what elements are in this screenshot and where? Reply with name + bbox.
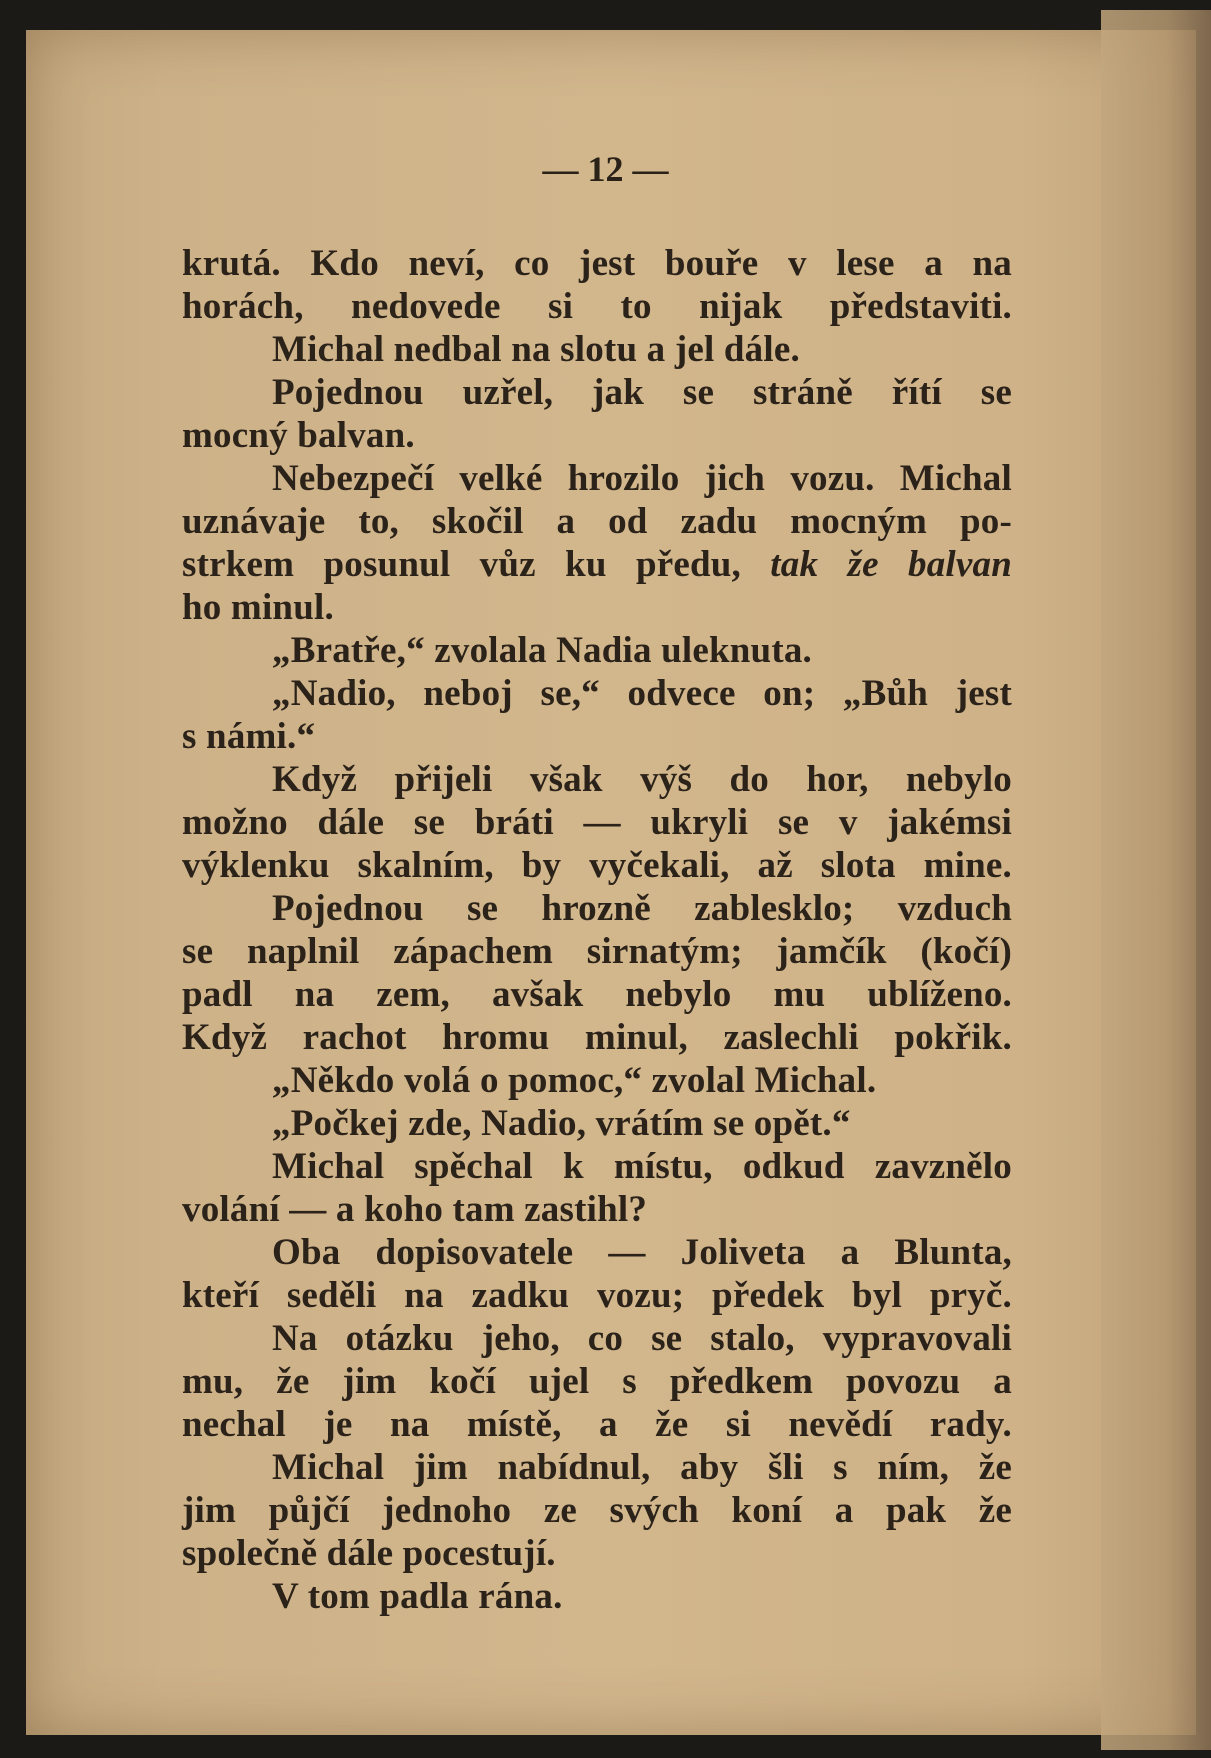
text-line: mocný balvan. <box>182 415 415 456</box>
page-edge <box>1101 10 1211 1750</box>
text-line: kteří seděli na zadku vozu; předek byl pryč. <box>182 1275 1012 1316</box>
text-line: Pojednou uzřel, jak se stráně řítí se <box>272 372 1012 413</box>
text-line: Nebezpečí velké hrozilo jich vozu. Michal <box>272 458 1012 499</box>
text-line: možno dále se bráti — ukryli se v jakémsi <box>182 802 1012 843</box>
text-line <box>182 543 1012 586</box>
text-line: Michal nedbal na slotu a jel dále. <box>272 329 800 370</box>
text-line: Michal spěchal k místu, odkud zavznělo <box>272 1146 1012 1187</box>
text-line: krutá. Kdo neví, co jest bouře v lese a na <box>182 243 1012 284</box>
text-segment: strkem posunul vůz ku předu, <box>182 544 741 585</box>
text-line: ho minul. <box>182 587 334 628</box>
text-line: V tom padla rána. <box>272 1576 563 1617</box>
text-line: Když rachot hromu minul, zaslechli pokřik. <box>182 1017 1012 1058</box>
text-line: nechal je na místě, a že si nevědí rady. <box>182 1404 1012 1445</box>
text-line: jim půjčí jednoho ze svých koní a pak že <box>182 1490 1012 1531</box>
text-line: horách, nedovede si to nijak představiti. <box>182 286 1012 327</box>
text-line: „Nadio, neboj se,“ odvece on; „Bůh jest <box>272 673 1012 714</box>
text-line: Michal jim nabídnul, aby šli s ním, že <box>272 1447 1012 1488</box>
text-line: „Počkej zde, Nadio, vrátím se opět.“ <box>272 1103 851 1144</box>
text-line: padl na zem, avšak nebylo mu ublíženo. <box>182 974 1012 1015</box>
text-line: s námi.“ <box>182 716 316 757</box>
page-number: — 12 — <box>542 149 669 189</box>
text-line: výklenku skalním, by vyčekali, až slota mine. <box>182 845 1012 886</box>
text-line: Pojednou se hrozně zablesklo; vzduch <box>272 888 1012 929</box>
text-line: „Někdo volá o pomoc,“ zvolal Michal. <box>272 1060 877 1101</box>
text-line: volání — a koho tam zastihl? <box>182 1189 648 1230</box>
text-line: Oba dopisovatele — Joliveta a Blunta, <box>272 1232 1012 1273</box>
text-line: se naplnil zápachem sirnatým; jamčík (kočí) <box>182 931 1012 972</box>
text-line: Když přijeli však výš do hor, nebylo <box>272 759 1012 800</box>
text-segment-italic: tak že balvan <box>770 544 1012 585</box>
text-line: Na otázku jeho, co se stalo, vypravovali <box>272 1318 1012 1359</box>
text-line: mu, že jim kočí ujel s předkem povozu a <box>182 1361 1012 1402</box>
text-line: uznávaje to, skočil a od zadu mocným po- <box>182 501 1012 542</box>
body-text <box>182 242 1012 1618</box>
text-line: „Bratře,“ zvolala Nadia uleknuta. <box>272 630 813 671</box>
text-line: společně dále pocestují. <box>182 1533 556 1574</box>
